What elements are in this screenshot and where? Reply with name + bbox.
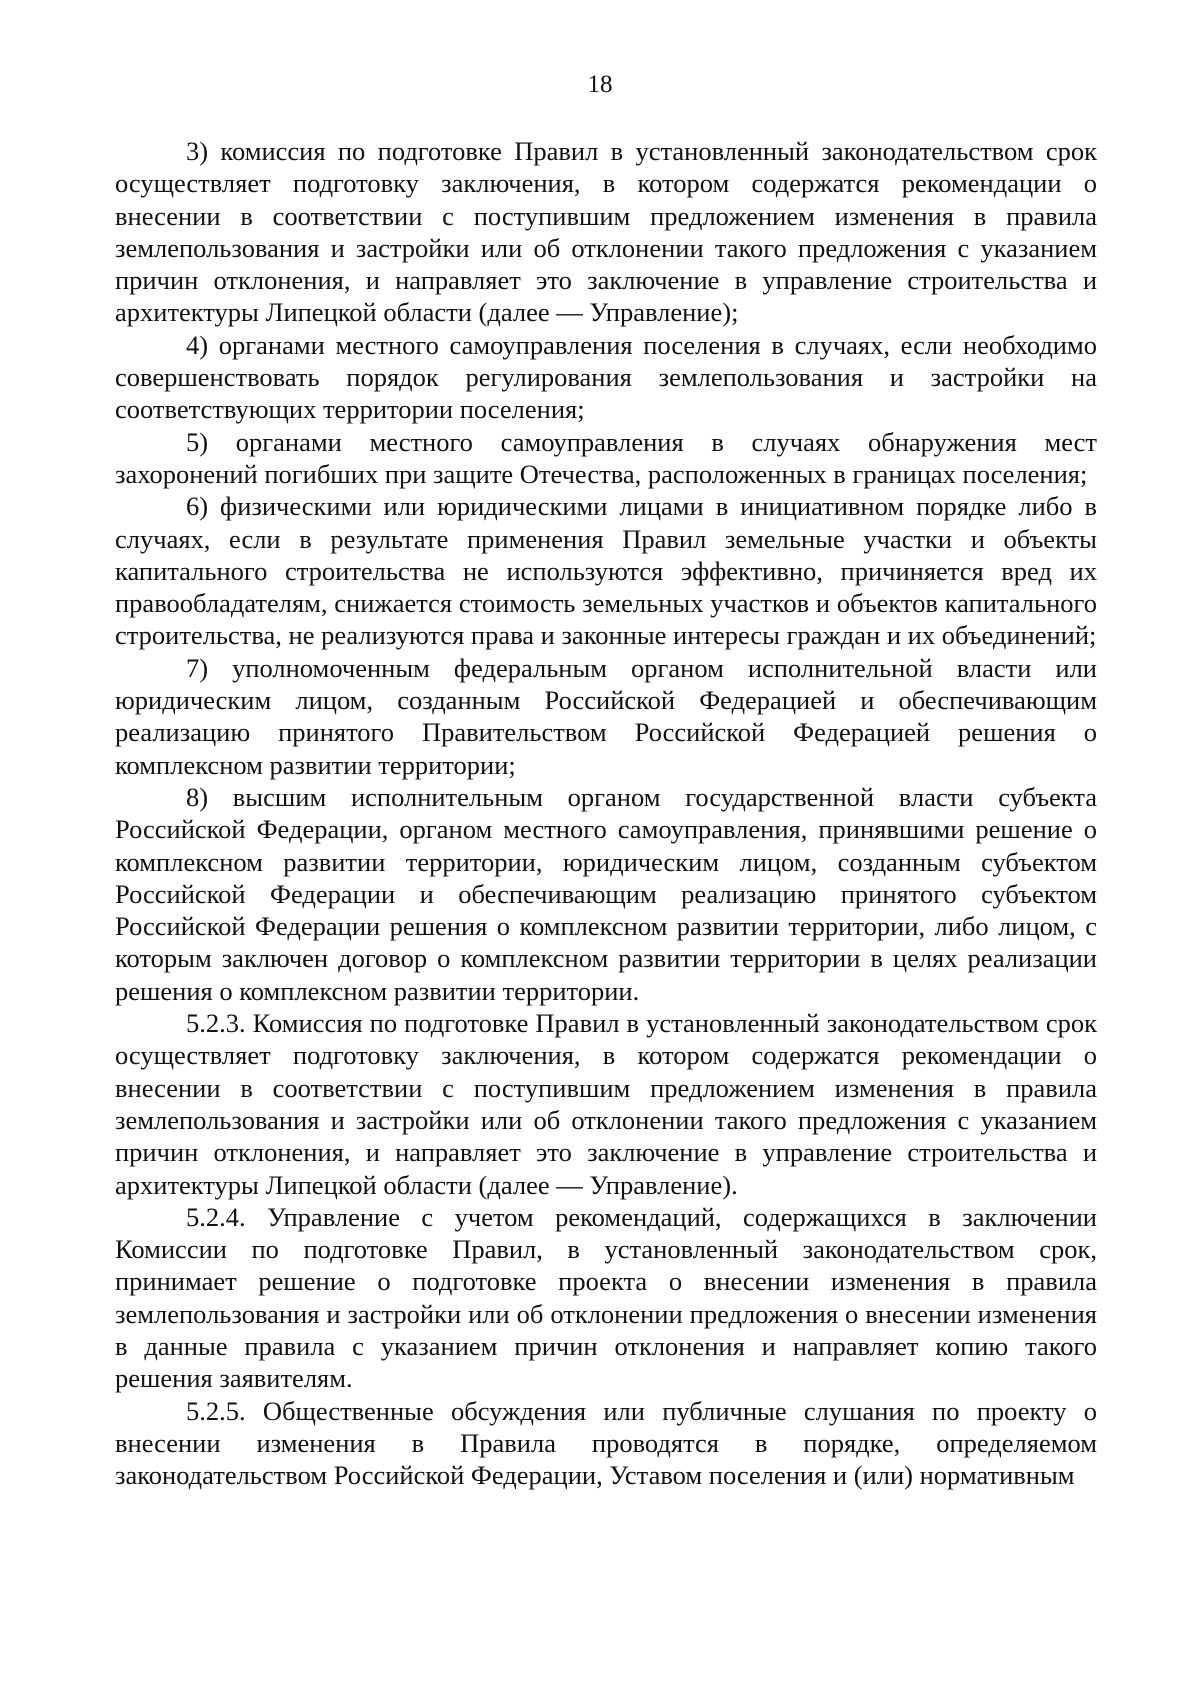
paragraph-5-2-5: 5.2.5. Общественные обсуждения или публичные слушания по проекту о внесении изменения в Правила проводятся в порядке, определяемом законодательством Российской Федерации, Уставом поселения и (или) нормативным	[115, 1395, 1097, 1491]
paragraph-5-2-3: 5.2.3. Комиссия по подготовке Правил в установленный законодательством срок осуществляет подготовку заключения, в котором содержатся рекомендации о внесении в соответствии с поступившим предложением изменения в правила землепользования и застройки или об отклонении такого предложения с указанием причин отклонения, и направляет это заключение в управление строительства и архитектуры Липецкой области (далее — Управление).	[115, 1008, 1097, 1200]
paragraph-item-4: 4) органами местного самоуправления поселения в случаях, если необходимо совершенствовать порядок регулирования землепользования и застройки на соответствующих территории поселения;	[115, 329, 1097, 425]
document-body	[115, 135, 1097, 1491]
paragraph-5-2-4: 5.2.4. Управление с учетом рекомендаций, содержащихся в заключении Комиссии по подготовке Правил, в установленный законодательством срок, принимает решение о подготовке проекта о внесении изменения в правила землепользования и застройки или об отклонении предложения о внесении изменения в данные правила с указанием причин отклонения и направляет копию такого решения заявителям.	[115, 1201, 1097, 1394]
page-number: 18	[587, 71, 613, 98]
paragraph-item-3: 3) комиссия по подготовке Правил в установленный законодательством срок осуществляет подготовку заключения, в котором содержатся рекомендации о внесении в соответствии с поступившим предложением изменения в правила землепользования и застройки или об отклонении такого предложения с указанием причин отклонения, и направляет это заключение в управление строительства и архитектуры Липецкой области (далее — Управление);	[115, 136, 1097, 328]
paragraph-item-5: 5) органами местного самоуправления в случаях обнаружения мест захоронений погибших при защите Отечества, расположенных в границах поселения;	[115, 426, 1097, 489]
paragraph-item-6: 6) физическими или юридическими лицами в инициативном порядке либо в случаях, если в результате применения Правил земельные участки и объекты капитального строительства не используются эффективно, причиняется вред их правообладателям, снижается стоимость земельных участков и объектов капитального строительства, не реализуются права и законные интересы граждан и их объединений;	[115, 491, 1097, 651]
paragraph-item-8: 8) высшим исполнительным органом государственной власти субъекта Российской Федерации, органом местного самоуправления, принявшими решение о комплексном развитии территории, юридическим лицом, созданным субъектом Российской Федерации и обеспечивающим реализацию принятого субъектом Российской Федерации решения о комплексном развитии территории, либо лицом, с которым заключен договор о комплексном развитии территории в целях реализации решения о комплексном развитии территории.	[115, 781, 1097, 1006]
paragraph-item-7: 7) уполномоченным федеральным органом исполнительной власти или юридическим лицом, созданным Российской Федерацией и обеспечивающим реализацию принятого Правительством Российской Федерацией решения о комплексном развитии территории;	[115, 652, 1097, 780]
